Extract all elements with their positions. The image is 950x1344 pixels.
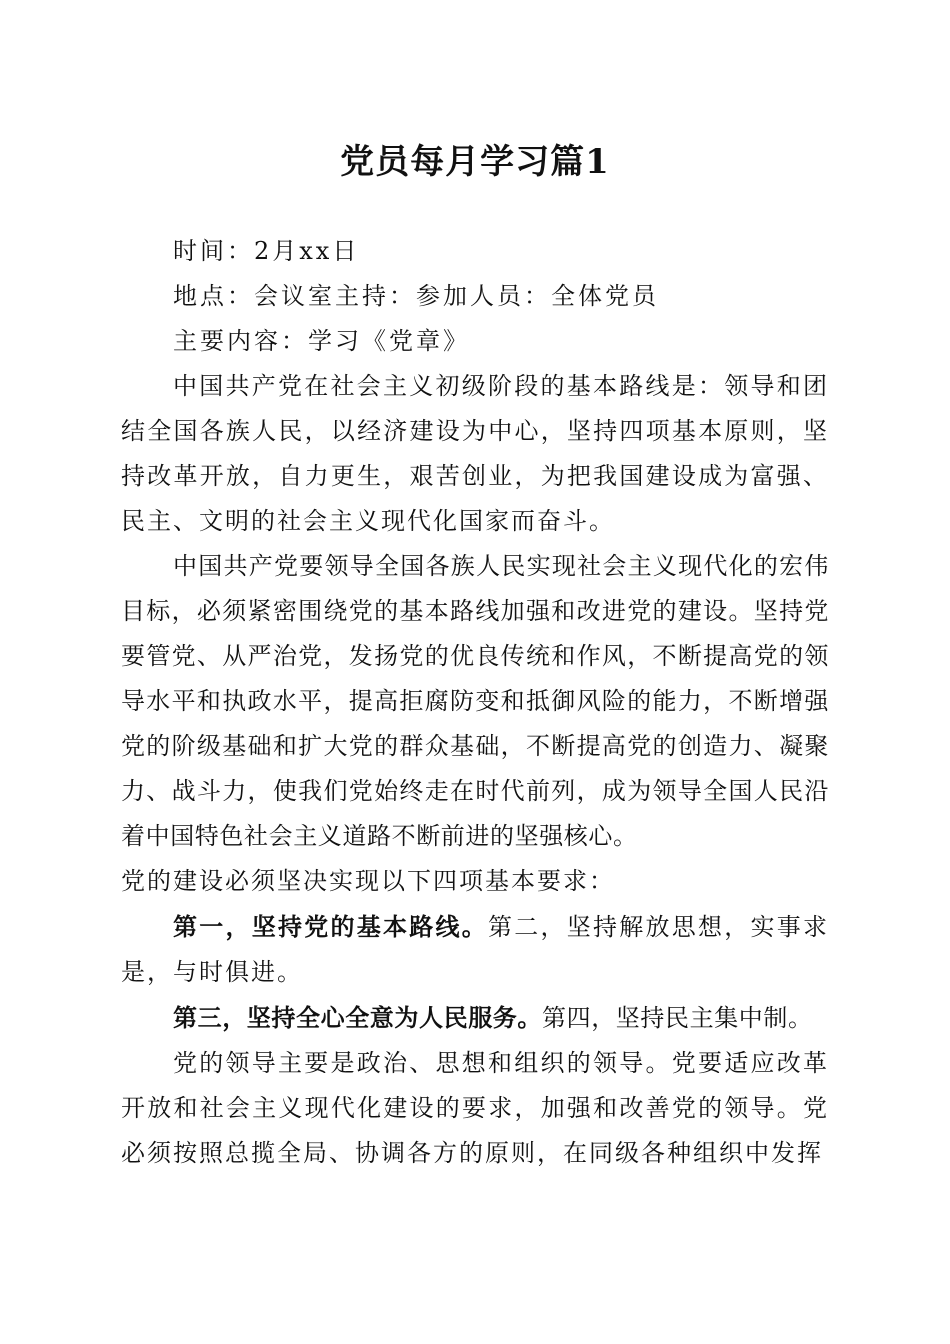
paragraph-requirements-3-4 — [121, 995, 829, 1041]
meta-place: 地点：会议室主持：参加人员：全体党员 — [173, 282, 659, 310]
document-title: 党员每月学习篇1 — [340, 142, 610, 182]
requirement-2-text: 第二，坚持解放思想，实事求是，与时俱进。 — [121, 913, 829, 986]
requirement-3-bold: 第三，坚持全心全意为人民服务。 — [173, 1003, 542, 1032]
paragraph-requirements-1-2 — [121, 904, 829, 995]
meta-content: 主要内容：学习《党章》 — [173, 327, 470, 355]
paragraph-party-building: 中国共产党要领导全国各族人民实现社会主义现代化的宏伟目标，必须紧密围绕党的基本路线加强和改进党的建设。坚持党要管党、从严治党，发扬党的优良传统和作风，不断提高党的领导水平和执政水平，提高拒腐防变和抵御风险的能力，不断增强党的阶级基础和扩大党的群众基础，不断提高党的创造力、凝聚力、战斗力，使我们党始终走在时代前列，成为领导全国人民沿着中国特色社会主义道路不断前进的坚强核心。 — [121, 552, 829, 850]
requirement-1-bold: 第一，坚持党的基本路线。 — [173, 912, 488, 941]
requirement-4-text: 第四，坚持民主集中制。 — [542, 1004, 813, 1032]
meta-time: 时间：2月xx日 — [173, 237, 360, 265]
paragraph-basic-line: 中国共产党在社会主义初级阶段的基本路线是：领导和团结全国各族人民，以经济建设为中心，坚持四项基本原则，坚持改革开放，自力更生，艰苦创业，为把我国建设成为富强、民主、文明的社会主义现代化国家而奋斗。 — [121, 372, 829, 535]
document-body — [121, 229, 829, 1176]
paragraph-party-leadership: 党的领导主要是政治、思想和组织的领导。党要适应改革开放和社会主义现代化建设的要求，加强和改善党的领导。党必须按照总揽全局、协调各方的原则，在同级各种组织中发挥 — [121, 1049, 829, 1167]
paragraph-requirements-intro: 党的建设必须坚决实现以下四项基本要求： — [121, 867, 615, 895]
